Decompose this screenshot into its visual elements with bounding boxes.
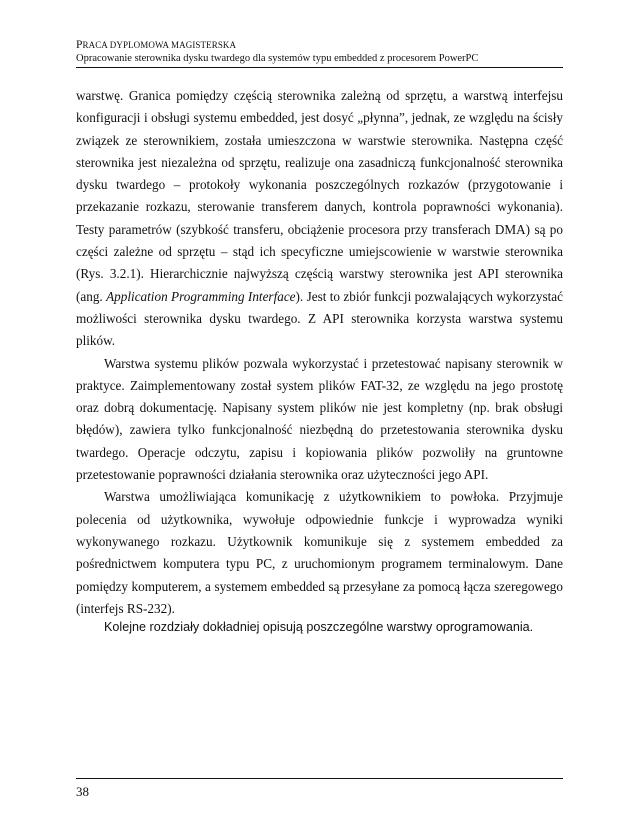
page-number: 38: [76, 784, 89, 799]
header-divider: [76, 67, 563, 68]
header-title-rest: RACA DYPLOMOWA MAGISTERSKA: [82, 40, 237, 50]
paragraph-1: [76, 85, 563, 353]
header-title-initial: P: [76, 39, 83, 51]
header-subtitle: Opracowanie sterownika dysku twardego dla systemów typu embedded z procesorem PowerPC: [76, 53, 479, 64]
paragraph-3: Warstwa umożliwiająca komunikację z użytkownikiem to powłoka. Przyjmuje polecenia od użytkownika, wywołuje odpowiednie funkcje i wyprowadza wyniki wykonywanego rozkazu. Użytkownik komunikuje się z systemem embedded za pośrednictwem komputera typu PC, z uruchomionym programem terminalowym. Dane pomiędzy komputerem, a systemem embedded są przesyłane za pomocą łącza szeregowego (interfejs RS-232).: [76, 489, 563, 616]
page-header: [76, 38, 563, 66]
paragraph-1-text-b: ). Jest to zbiór funkcji pozwalających wykorzystać możliwości sterownika dysku twardego. Z API sterownika korzysta warstwa systemu plików.: [76, 288, 563, 349]
paragraph-1-text-a: warstwę. Granica pomiędzy częścią sterownika zależną od sprzętu, a warstwą interfejsu konfiguracji i obsługi systemu embedded, jest dosyć „płynna”, jednak, ze względu na ścisły związek ze sterownikiem, została umieszczona w warstwie sterownika. Następna część sterownika jest niezależna od sprzętu, realizuje ona zasadniczą funkcjonalność sterownika dysku twardego – protokoły wykonania poszczególnych rozkazów (przygotowanie i przekazanie rozkazu, sterowanie transferem danych, kontrola poprawności wykonania). Testy parametrów (szybkość transferu, obciążenie procesora przy transferach DMA) są po części zależne od sprzętu – stąd ich specyficzne umiejscowienie w warstwie sterownika (Rys. 3.2.1). Hierarchicznie najwyższą częścią warstwy sterownika jest API sterownika (ang.: [76, 88, 563, 304]
closing-sentence: Kolejne rozdziały dokładniej opisują poszczególne warstwy oprogramowania.: [104, 620, 534, 634]
header-title: [76, 38, 563, 52]
paragraph-2: Warstwa systemu plików pozwala wykorzystać i przetestować napisany sterownik w praktyce. Zaimplementowany został system plików FAT-32, ze względu na jego prostotę oraz dobrą dokumentację. Napisany system plików nie jest kompletny (np. brak obsługi błędów), zawiera tylko funkcjonalność niezbędną do przetestowania sterownika dysku twardego. Operacje odczytu, zapisu i kopiowania plików pozwoliły na gruntowne przetestowanie poprawności działania sterownika oraz użyteczności jego API.: [76, 355, 563, 483]
paragraph-1-italic-term: Application Programming Interface: [106, 288, 296, 304]
main-text: [76, 85, 563, 620]
footer-divider: [76, 778, 563, 779]
